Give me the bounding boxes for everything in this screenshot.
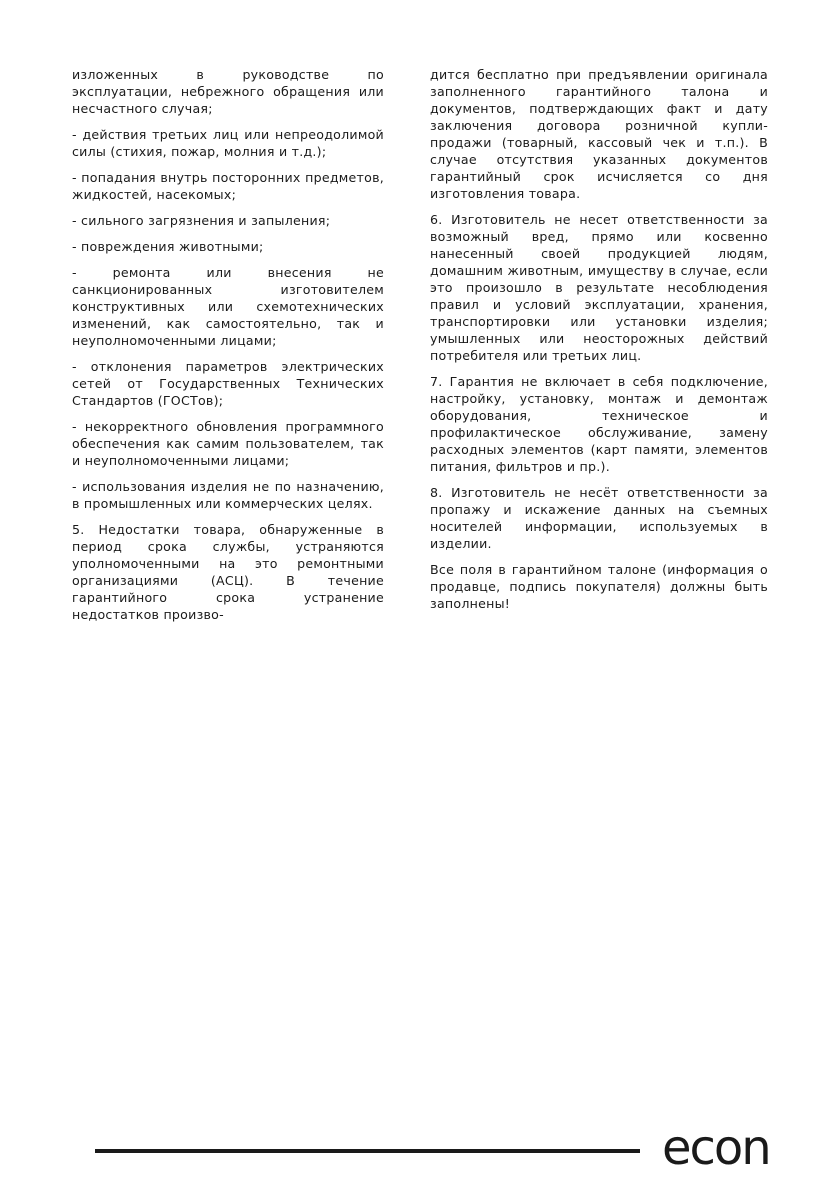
paragraph: 7. Гарантия не включает в себя подключение, настройку, установку, монтаж и демонтаж оборудования, техническое и профилактическое обслуживание, замену расходных элементов (карт памяти, элементов питания, фильтров и пр.). <box>430 374 768 474</box>
paragraph: - некорректного обновления программного обеспечения как самим пользователем, так и неуполномоченными лицами; <box>72 419 384 468</box>
paragraph: - действия третьих лиц или непреодолимой силы (стихия, пожар, молния и т.д.); <box>72 127 384 159</box>
paragraph: 6. Изготовитель не несет ответственности за возможный вред, прямо или косвенно нанесенный своей продукцией людям, домашним животным, имуществу в случае, если это произошло в результате несоблюдения правил и условий эксплуатации, хранения, транспортировки или установки изделия; умышленных или неосторожных действий потребителя или третьих лиц. <box>430 212 768 363</box>
paragraph: 8. Изготовитель не несёт ответственности за пропажу и искажение данных на съемных носителей информации, используемых в изделии. <box>430 485 768 551</box>
right-text-column <box>430 66 768 621</box>
brand-logo: econ <box>662 1120 770 1176</box>
left-text-column <box>72 66 384 632</box>
paragraph: - использования изделия не по назначению, в промышленных или коммерческих целях. <box>72 479 384 511</box>
paragraph: Все поля в гарантийном талоне (информация о продавце, подпись покупателя) должны быть заполнены! <box>430 562 768 611</box>
paragraph: изложенных в руководстве по эксплуатации, небрежного обращения или несчастного случая; <box>72 67 384 116</box>
paragraph: - сильного загрязнения и запыления; <box>72 213 331 228</box>
paragraph: - ремонта или внесения не санкционированных изготовителем конструктивных или схемотехнических изменений, как самостоятельно, так и неуполномоченными лицами; <box>72 265 384 348</box>
paragraph: - отклонения параметров электрических сетей от Государственных Технических Стандартов (ГОСТов); <box>72 359 384 408</box>
paragraph: дится бесплатно при предъявлении оригинала заполненного гарантийного талона и документов, подтверждающих факт и дату заключения договора розничной купли-продажи (товарный, кассовый чек и т.п.). В случае отсутствия указанных документов гарантийный срок исчисляется со дня изготовления товара. <box>430 67 768 201</box>
footer-divider <box>95 1149 640 1153</box>
paragraph: - повреждения животными; <box>72 239 264 254</box>
paragraph: 5. Недостатки товара, обнаруженные в период срока службы, устраняются уполномоченными на это ремонтными организациями (АСЦ). В течение гарантийного срока устранение недостатков произво- <box>72 522 384 622</box>
paragraph: - попадания внутрь посторонних предметов, жидкостей, насекомых; <box>72 170 384 202</box>
